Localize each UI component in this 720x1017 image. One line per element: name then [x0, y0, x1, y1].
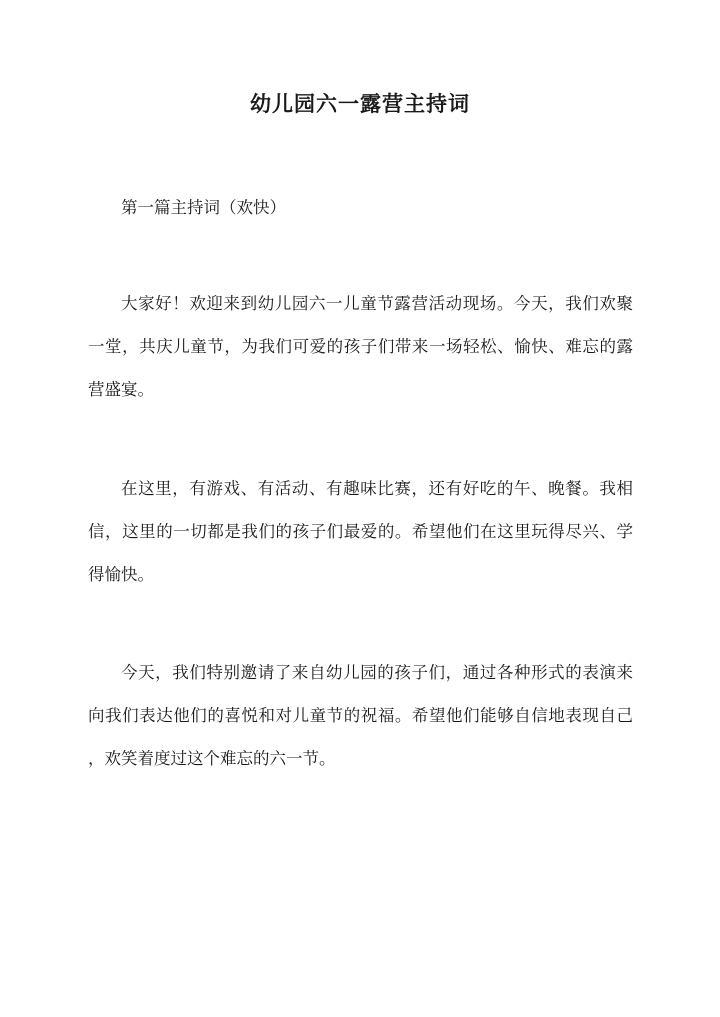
paragraph-2	[88, 467, 633, 596]
paragraph-1	[88, 282, 633, 411]
section-heading: 第一篇主持词（欢快）	[121, 198, 286, 217]
paragraph-line: 一堂，共庆儿童节，为我们可爱的孩子们带来一场轻松、愉快、难忘的露	[88, 337, 633, 356]
paragraph-line: ，欢笑着度过这个难忘的六一节。	[88, 749, 336, 768]
paragraph-line: 得愉快。	[88, 565, 154, 584]
paragraph-line: 大家好！欢迎来到幼儿园六一儿童节露营活动现场。今天，我们欢聚	[121, 294, 633, 313]
paragraph-line: 在这里，有游戏、有活动、有趣味比赛，还有好吃的午、晚餐。我相	[121, 479, 633, 498]
paragraph-3	[88, 651, 633, 780]
paragraph-line: 营盛宴。	[88, 380, 154, 399]
paragraph-line: 信，这里的一切都是我们的孩子们最爱的。希望他们在这里玩得尽兴、学	[88, 522, 633, 541]
document-title: 幼儿园六一露营主持词	[250, 91, 470, 116]
paragraph-line: 今天，我们特别邀请了来自幼儿园的孩子们，通过各种形式的表演来	[121, 663, 633, 682]
paragraph-line: 向我们表达他们的喜悦和对儿童节的祝福。希望他们能够自信地表现自己	[88, 706, 633, 725]
